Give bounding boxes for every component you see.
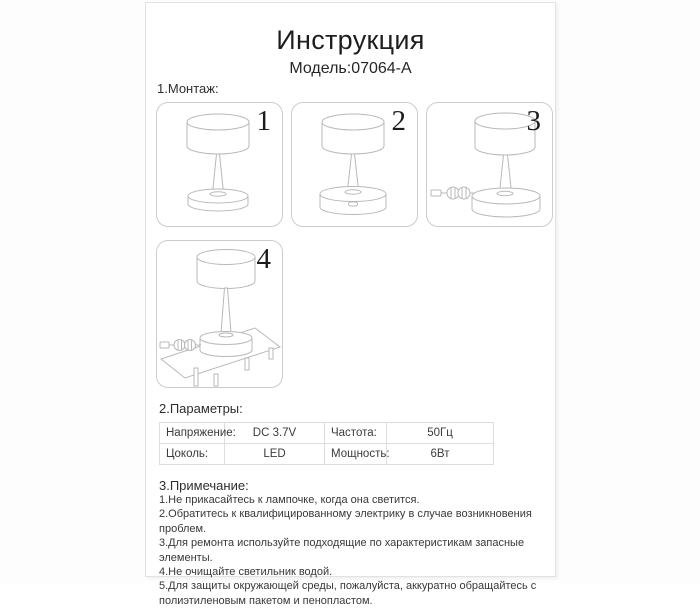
- assembly-step-panel-4: [156, 240, 283, 388]
- section-heading-assembly: 1.Монтаж:: [157, 81, 219, 96]
- notes-list: [159, 493, 557, 608]
- param-value-socket: LED: [225, 444, 325, 465]
- param-value-power: 6Вт: [387, 444, 494, 465]
- step-number: 1: [256, 105, 271, 137]
- table-row: [160, 444, 494, 465]
- param-value-voltage: DC 3.7V: [225, 423, 325, 444]
- instruction-page: [145, 2, 556, 607]
- table-row: [160, 423, 494, 444]
- param-label-socket: Цоколь:: [160, 444, 225, 465]
- parameters-table: [159, 422, 494, 465]
- section-heading-notes: 3.Примечание:: [159, 478, 249, 493]
- section-heading-parameters: 2.Параметры:: [159, 401, 243, 416]
- step-number: 4: [256, 243, 271, 275]
- note-item-3: 3.Для ремонта используйте подходящие по характеристикам запасные элементы.: [159, 537, 525, 564]
- param-label-frequency: Частота:: [325, 423, 387, 444]
- model-line: Модель:07064-A: [289, 60, 412, 77]
- param-label-power: Мощность:: [325, 444, 387, 465]
- note-item-5: 5.Для защиты окружающей среды, пожалуйста, аккуратно обращайтесь с полиэтиленовым пакетом и пенопластом.: [159, 580, 537, 607]
- assembly-steps-row: [156, 102, 553, 227]
- param-label-voltage: Напряжение:: [160, 423, 225, 444]
- step-number: 3: [526, 105, 541, 137]
- assembly-step-panel-3: [426, 102, 553, 227]
- param-value-frequency: 50Гц: [387, 423, 494, 444]
- note-item-1: 1.Не прикасайтесь к лампочке, когда она светится.: [159, 494, 420, 506]
- note-item-2: 2.Обратитесь к квалифицированному электрику в случае возникновения проблем.: [159, 508, 532, 535]
- step-number: 2: [391, 105, 406, 137]
- page-title: Инструкция: [276, 25, 425, 55]
- assembly-step-panel-2: [291, 102, 418, 227]
- assembly-step-panel-1: [156, 102, 283, 227]
- note-item-4: 4.Не очищайте светильник водой.: [159, 566, 333, 579]
